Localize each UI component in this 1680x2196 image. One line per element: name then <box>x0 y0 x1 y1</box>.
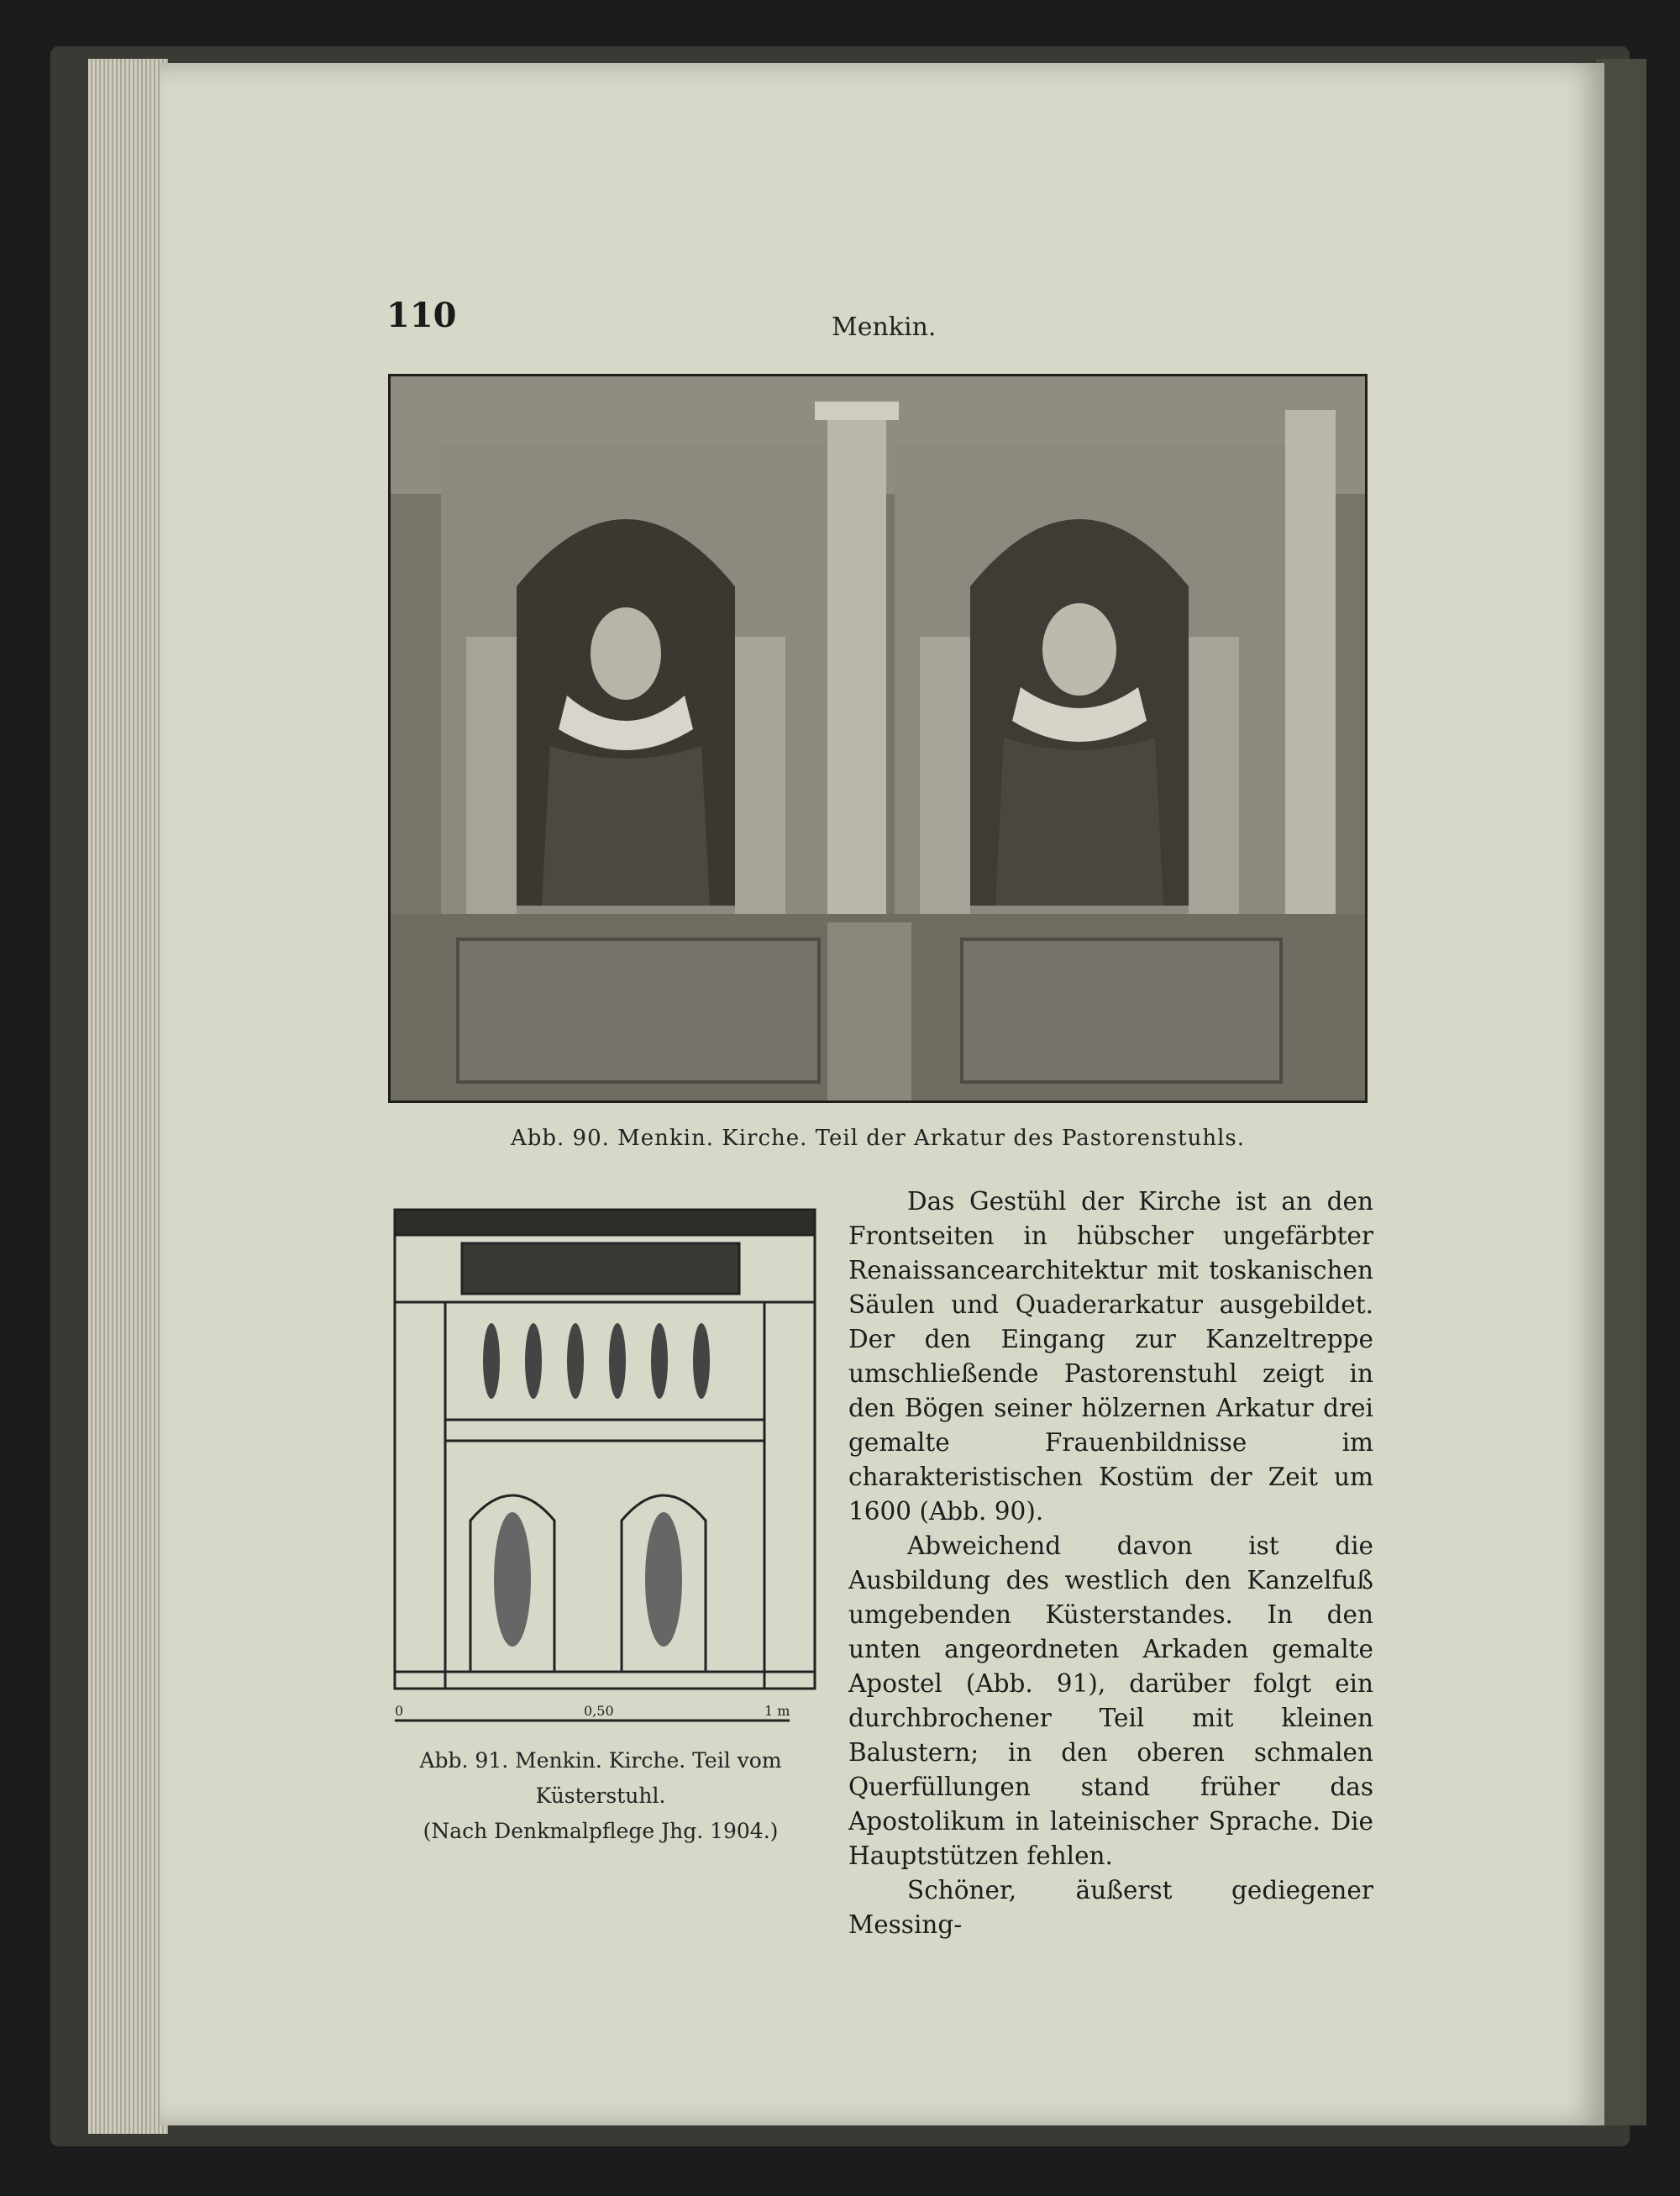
kuesterstuhl-line-drawing <box>386 1201 840 1739</box>
figure-90-photo <box>388 374 1368 1103</box>
scale-label-half: 0,50 <box>584 1703 614 1719</box>
paragraph-1: Das Gestühl der Kirche ist an den Frontseiten in hübscher ungefärbter Renaissancearchitektur mit toskanischen Säulen und Quaderarkatur ausgebildet. Der den Eingang zur Kanzeltreppe umschließende Pastorenstuhl zeigt in den Bögen seiner hölzernen Arkatur drei gemalte Frauenbildnisse im charakteristischen Kostüm der Zeit um 1600 (Abb. 90). <box>848 1187 1373 1526</box>
page-stack-edge <box>88 59 168 2134</box>
page-number: 110 <box>386 296 457 335</box>
scale-label-1m: 1 m <box>764 1703 790 1719</box>
figure-90-caption: Abb. 90. Menkin. Kirche. Teil der Arkatur des Pastorenstuhls. <box>510 1126 1246 1151</box>
arcade-portraits-illustration <box>391 376 1365 1101</box>
paragraph-2: Abweichend davon ist die Ausbildung des westlich den Kanzelfuß umgebenden Küsterstandes. In den unten angeordneten Arkaden gemalte Apostel (Abb. 91), darüber folgt ein durchbrochener Teil mit kleinen Balustern; in den oberen schmalen Querfüllungen stand früher das Apostolikum in lateinischer Sprache. Die Hauptstützen fehlen. <box>848 1531 1373 1870</box>
scale-label-0: 0 <box>395 1703 404 1719</box>
figure-91-drawing <box>386 1201 840 1739</box>
figure-91-caption-line1: Abb. 91. Menkin. Kirche. Teil vom Küsterstuhl. <box>419 1748 782 1808</box>
running-title: Menkin. <box>832 313 937 342</box>
figure-91-caption-line2: (Nach Denkmalpflege Jhg. 1904.) <box>423 1819 779 1843</box>
body-text <box>848 1185 1373 1942</box>
paragraph-3: Schöner, äußerst gediegener Messing- <box>848 1876 1373 1939</box>
figure-91-caption <box>353 1743 848 1849</box>
